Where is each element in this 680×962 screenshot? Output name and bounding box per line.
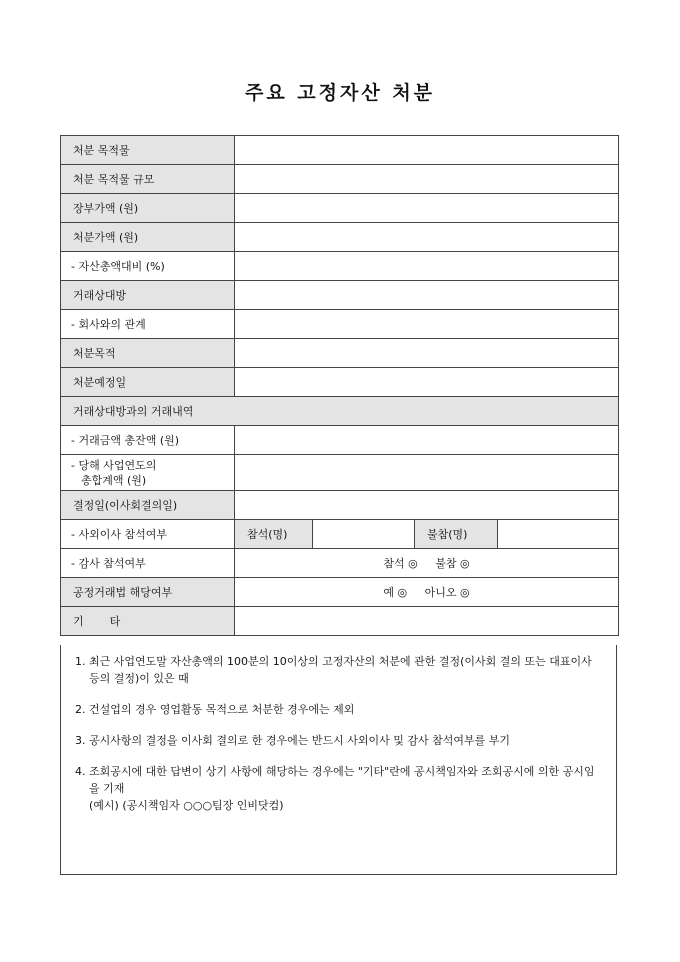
row-total-balance <box>61 426 619 455</box>
row-purpose <box>61 339 619 368</box>
note-text: 조회공시에 대한 답변이 상기 사항에 해당하는 경우에는 "기타"란에 공시책임자와 조회공시에 의한 공시임을 기재 <box>89 765 595 795</box>
row-transactions <box>61 397 619 426</box>
note-number: 1. <box>75 655 86 668</box>
label-fy-total-line2: 총합계액 (원) <box>81 473 147 487</box>
row-outside-directors <box>61 520 619 549</box>
label-fair-trade: 공정거래법 해당여부 <box>61 578 235 607</box>
page-title: 주요 고정자산 처분 <box>244 82 436 104</box>
value-total-balance[interactable] <box>235 426 619 455</box>
row-fy-total <box>61 455 619 491</box>
label-purpose: 처분목적 <box>61 339 235 368</box>
row-target-scale <box>61 165 619 194</box>
note-number: 4. <box>75 765 86 778</box>
label-book-value: 장부가액 (원) <box>61 194 235 223</box>
label-decision-date: 결정일(이사회결의일) <box>61 491 235 520</box>
value-target-scale[interactable] <box>235 165 619 194</box>
note-item <box>75 763 604 814</box>
row-fair-trade <box>61 578 619 607</box>
label-target-scale: 처분 목적물 규모 <box>61 165 235 194</box>
label-scheduled-date: 처분예정일 <box>61 368 235 397</box>
value-relationship[interactable] <box>235 310 619 339</box>
label-asset-ratio: - 자산총액대비 (%) <box>61 252 235 281</box>
row-counterparty <box>61 281 619 310</box>
row-target <box>61 136 619 165</box>
note-example: (예시) (공시책임자 ○○○팀장 인비닷컴) <box>89 799 284 812</box>
value-disposal-value[interactable] <box>235 223 619 252</box>
label-etc-2: 타 <box>109 615 121 628</box>
row-book-value <box>61 194 619 223</box>
label-fy-total-line1: - 당해 사업연도의 <box>71 458 157 472</box>
label-transactions: 거래상대방과의 거래내역 <box>61 397 619 426</box>
value-book-value[interactable] <box>235 194 619 223</box>
label-relationship: - 회사와의 관계 <box>61 310 235 339</box>
notes-box <box>60 645 617 875</box>
disposal-form-table <box>60 135 619 636</box>
value-fy-total[interactable] <box>235 455 619 491</box>
note-item <box>75 732 604 749</box>
label-counterparty: 거래상대방 <box>61 281 235 310</box>
label-attend: 참석(명) <box>235 520 313 549</box>
row-etc <box>61 607 619 636</box>
value-attend[interactable] <box>313 520 415 549</box>
row-disposal-value <box>61 223 619 252</box>
row-relationship <box>61 310 619 339</box>
note-text: 건설업의 경우 영업활동 목적으로 처분한 경우에는 제외 <box>89 703 355 716</box>
label-target: 처분 목적물 <box>61 136 235 165</box>
note-item <box>75 653 604 687</box>
value-etc[interactable] <box>235 607 619 636</box>
label-auditor: - 감사 참석여부 <box>61 549 235 578</box>
label-etc-1: 기 <box>73 615 84 628</box>
label-fy-total <box>61 455 235 491</box>
note-text: 공시사항의 결정을 이사회 결의로 한 경우에는 반드시 사외이사 및 감사 참석여부를 부기 <box>89 734 510 747</box>
note-item <box>75 701 604 718</box>
value-target[interactable] <box>235 136 619 165</box>
note-number: 2. <box>75 703 86 716</box>
row-asset-ratio <box>61 252 619 281</box>
value-decision-date[interactable] <box>235 491 619 520</box>
value-scheduled-date[interactable] <box>235 368 619 397</box>
label-etc <box>61 607 235 636</box>
note-text: 최근 사업연도말 자산총액의 100분의 10이상의 고정자산의 처분에 관한 결정(이사회 결의 또는 대표이사 등의 결정)이 있은 때 <box>89 655 592 685</box>
auditor-options[interactable]: 참석 ◎ 불참 ◎ <box>235 549 619 578</box>
row-decision-date <box>61 491 619 520</box>
label-absent: 불참(명) <box>415 520 498 549</box>
row-auditor <box>61 549 619 578</box>
label-outside-directors: - 사외이사 참석여부 <box>61 520 235 549</box>
value-counterparty[interactable] <box>235 281 619 310</box>
label-total-balance: - 거래금액 총잔액 (원) <box>61 426 235 455</box>
value-asset-ratio[interactable] <box>235 252 619 281</box>
fair-trade-options[interactable]: 예 ◎ 아니오 ◎ <box>235 578 619 607</box>
value-purpose[interactable] <box>235 339 619 368</box>
label-disposal-value: 처분가액 (원) <box>61 223 235 252</box>
row-scheduled-date <box>61 368 619 397</box>
note-number: 3. <box>75 734 86 747</box>
value-absent[interactable] <box>498 520 619 549</box>
